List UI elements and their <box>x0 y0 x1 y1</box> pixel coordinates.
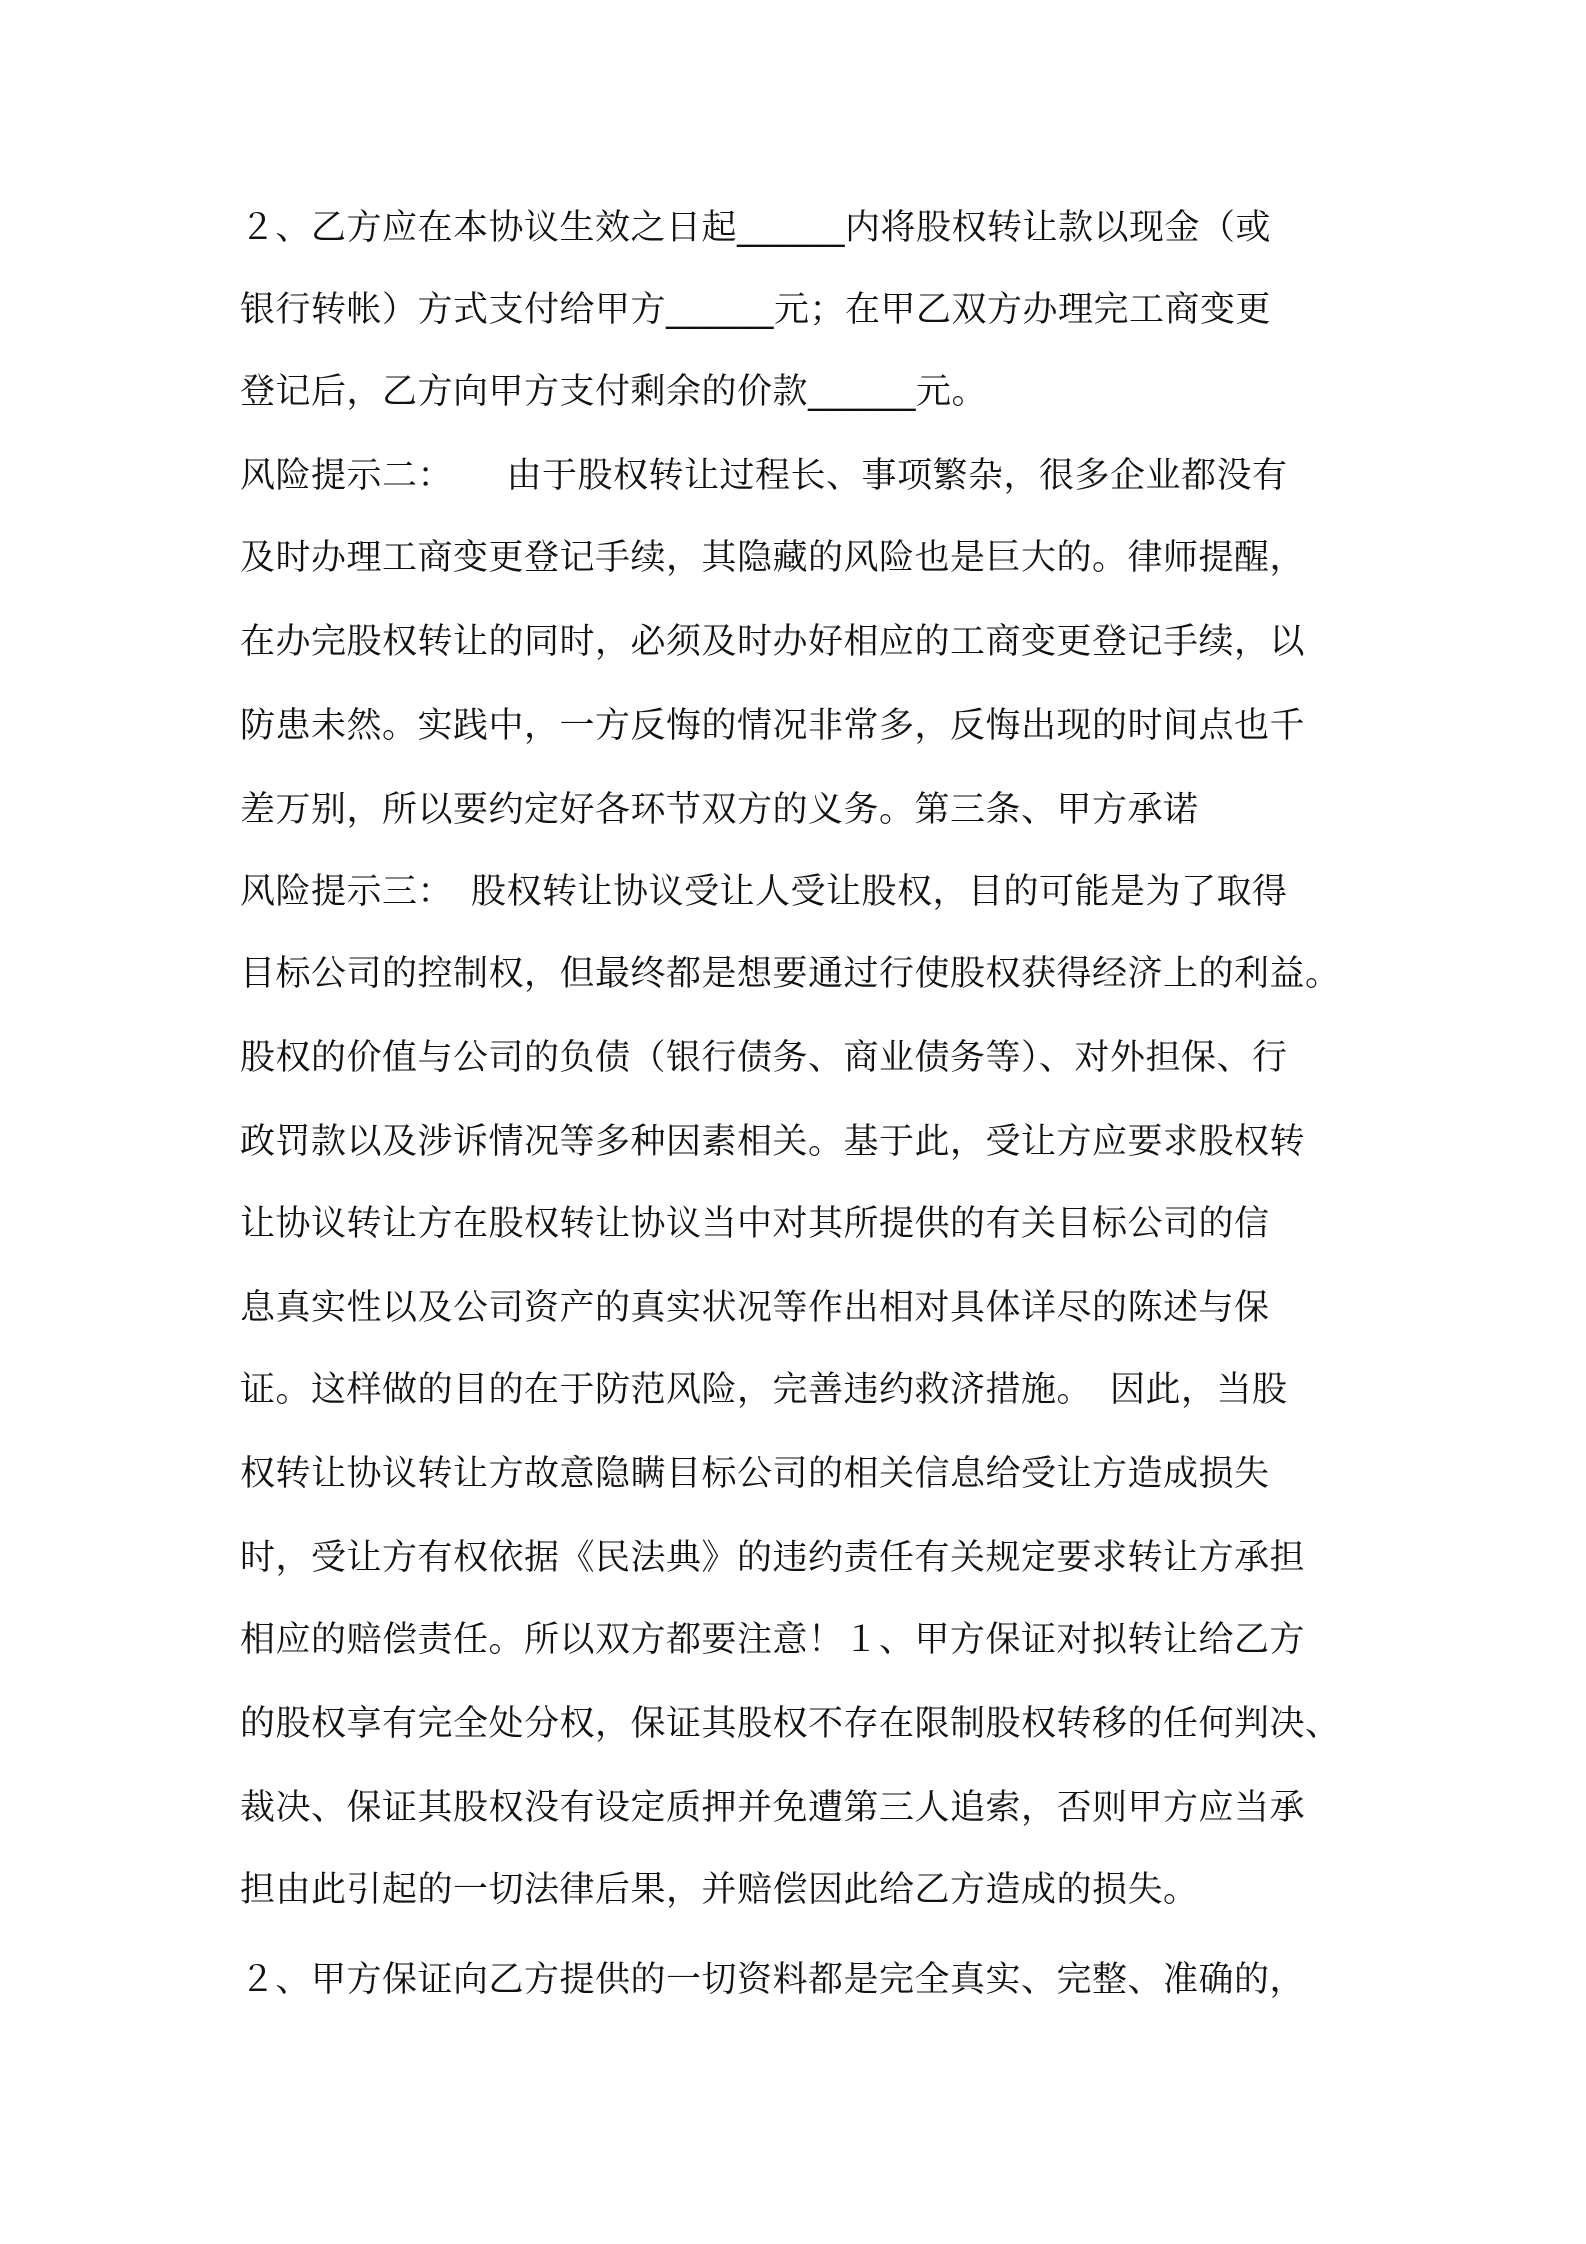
text-line: 相应的赔偿责任。所以双方都要注意！１、甲方保证对拟转让给乙方 <box>240 1620 1306 1660</box>
text-line: 证。这样做的目的在于防范风险，完善违约救济措施。 因此，当股 <box>240 1370 1288 1410</box>
text-line: ２、乙方应在本协议生效之日起______内将股权转让款以现金（或 <box>240 208 1272 248</box>
text-line: 防患未然。实践中，一方反悔的情况非常多，反悔出现的时间点也千 <box>240 706 1306 746</box>
risk-note-3-heading-line: 风险提示三： 股权转让协议受让人受让股权，目的可能是为了取得 <box>240 872 1288 912</box>
text-line: 息真实性以及公司资产的真实状况等作出相对具体详尽的陈述与保 <box>240 1288 1270 1328</box>
text-line: 股权的价值与公司的负债（银行债务、商业债务等）、对外担保、行 <box>240 1038 1288 1078</box>
text-line: 目标公司的控制权，但最终都是想要通过行使股权获得经济上的利益。 <box>240 954 1341 994</box>
text-line: 裁决、保证其股权没有设定质押并免遭第三人追索，否则甲方应当承 <box>240 1788 1306 1828</box>
risk-note-2-heading-line: 风险提示二： 由于股权转让过程长、事项繁杂，很多企业都没有 <box>240 456 1288 496</box>
text-line: ２、甲方保证向乙方提供的一切资料都是完全真实、完整、准确的， <box>240 1960 1306 2000</box>
text-line: 担由此引起的一切法律后果，并赔偿因此给乙方造成的损失。 <box>240 1870 1199 1910</box>
text-line: 让协议转让方在股权转让协议当中对其所提供的有关目标公司的信 <box>240 1204 1270 1244</box>
text-line: 银行转帐）方式支付给甲方______元；在甲乙双方办理完工商变更 <box>240 290 1272 330</box>
text-line: 时，受让方有权依据《民法典》的违约责任有关规定要求转让方承担 <box>240 1538 1306 1578</box>
text-line: 差万别，所以要约定好各环节双方的义务。第三条、甲方承诺 <box>240 790 1199 830</box>
text-line: 在办完股权转让的同时，必须及时办好相应的工商变更登记手续，以 <box>240 622 1306 662</box>
text-line: 政罚款以及涉诉情况等多种因素相关。基于此，受让方应要求股权转 <box>240 1122 1306 1162</box>
text-line: 及时办理工商变更登记手续，其隐藏的风险也是巨大的。律师提醒， <box>240 538 1306 578</box>
text-line: 权转让协议转让方故意隐瞒目标公司的相关信息给受让方造成损失 <box>240 1454 1270 1494</box>
text-line: 的股权享有完全处分权，保证其股权不存在限制股权转移的任何判决、 <box>240 1704 1341 1744</box>
text-line: 登记后，乙方向甲方支付剩余的价款______元。 <box>240 372 988 412</box>
